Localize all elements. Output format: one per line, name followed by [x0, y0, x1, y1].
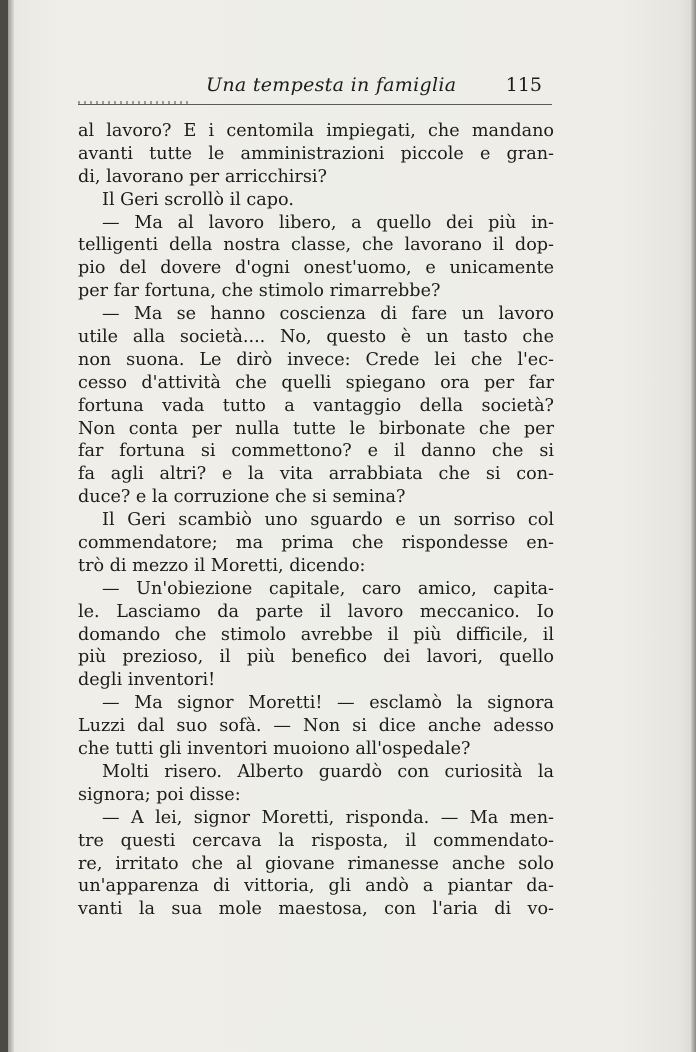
text-line: commendatore; ma prima che rispondesse en-: [78, 533, 554, 554]
text-line: far fortuna si commettono? e il danno che si: [78, 441, 554, 462]
text-line: trò di mezzo il Moretti, dicendo:: [78, 555, 366, 576]
text-line: Molti risero. Alberto guardò con curiosità la: [102, 761, 554, 782]
text-line: telligenti della nostra classe, che lavorano il dop-: [78, 235, 554, 256]
running-title: Una tempesta in famiglia: [206, 74, 457, 96]
text-line: che tutti gli inventori muoiono all'ospedale?: [78, 739, 471, 760]
text-line: fortuna vada tutto a vantaggio della società?: [78, 395, 554, 416]
text-line: — Ma se hanno coscienza di fare un lavoro: [102, 304, 554, 325]
running-header: [78, 72, 554, 102]
text-line: re, irritato che al giovane rimanesse anche solo: [78, 853, 554, 874]
page-binding-shadow: [0, 0, 8, 1052]
header-rule: [78, 104, 552, 105]
text-line: Non conta per nulla tutte le birbonate che per: [78, 418, 554, 439]
page-edge: [691, 0, 696, 1052]
text-line: di, lavorano per arricchirsi?: [78, 166, 327, 187]
text-line: — Ma al lavoro libero, a quello dei più in-: [102, 212, 554, 233]
text-line: fa agli altri? e la vita arrabbiata che si con-: [78, 464, 554, 485]
text-line: Luzzi dal suo sofà. — Non si dice anche adesso: [78, 716, 554, 737]
text-line: tre questi cercava la risposta, il commendato-: [78, 830, 554, 851]
text-line: un'apparenza di vittoria, gli andò a piantar da-: [78, 876, 554, 897]
text-line: degli inventori!: [78, 670, 216, 691]
body-text: [78, 120, 554, 921]
text-line: pio del dovere d'ogni onest'uomo, e unicamente: [78, 258, 554, 279]
text-line: Il Geri scrollò il capo.: [102, 189, 294, 210]
page-gutter: [8, 0, 14, 1052]
text-line: le. Lasciamo da parte il lavoro meccanico. Io: [78, 601, 554, 622]
text-line: domando che stimolo avrebbe il più difficile, il: [78, 624, 554, 645]
text-line: cesso d'attività che quelli spiegano ora per far: [78, 372, 554, 393]
text-line: Il Geri scambiò uno sguardo e un sorriso col: [102, 510, 554, 531]
text-line: — Un'obiezione capitale, caro amico, capita-: [102, 578, 554, 599]
page-number: 115: [505, 74, 542, 96]
text-line: — A lei, signor Moretti, risponda. — Ma men-: [102, 807, 554, 828]
text-line: — Ma signor Moretti! — esclamò la signora: [102, 693, 554, 714]
text-line: vanti la sua mole maestosa, con l'aria di vo-: [78, 899, 554, 920]
header-rule-ornament: [78, 101, 188, 104]
text-line: al lavoro? E i centomila impiegati, che mandano: [78, 121, 554, 141]
text-line: per far fortuna, che stimolo rimarrebbe?: [78, 281, 441, 302]
text-line: duce? e la corruzione che si semina?: [78, 487, 406, 508]
text-line: signora; poi disse:: [78, 784, 241, 805]
text-line: non suona. Le dirò invece: Crede lei che l'ec-: [78, 349, 554, 370]
text-line: più prezioso, il più benefico dei lavori, quello: [78, 647, 554, 668]
text-line: utile alla società.... No, questo è un tasto che: [78, 327, 554, 348]
text-line: avanti tutte le amministrazioni piccole e gran-: [78, 143, 554, 164]
